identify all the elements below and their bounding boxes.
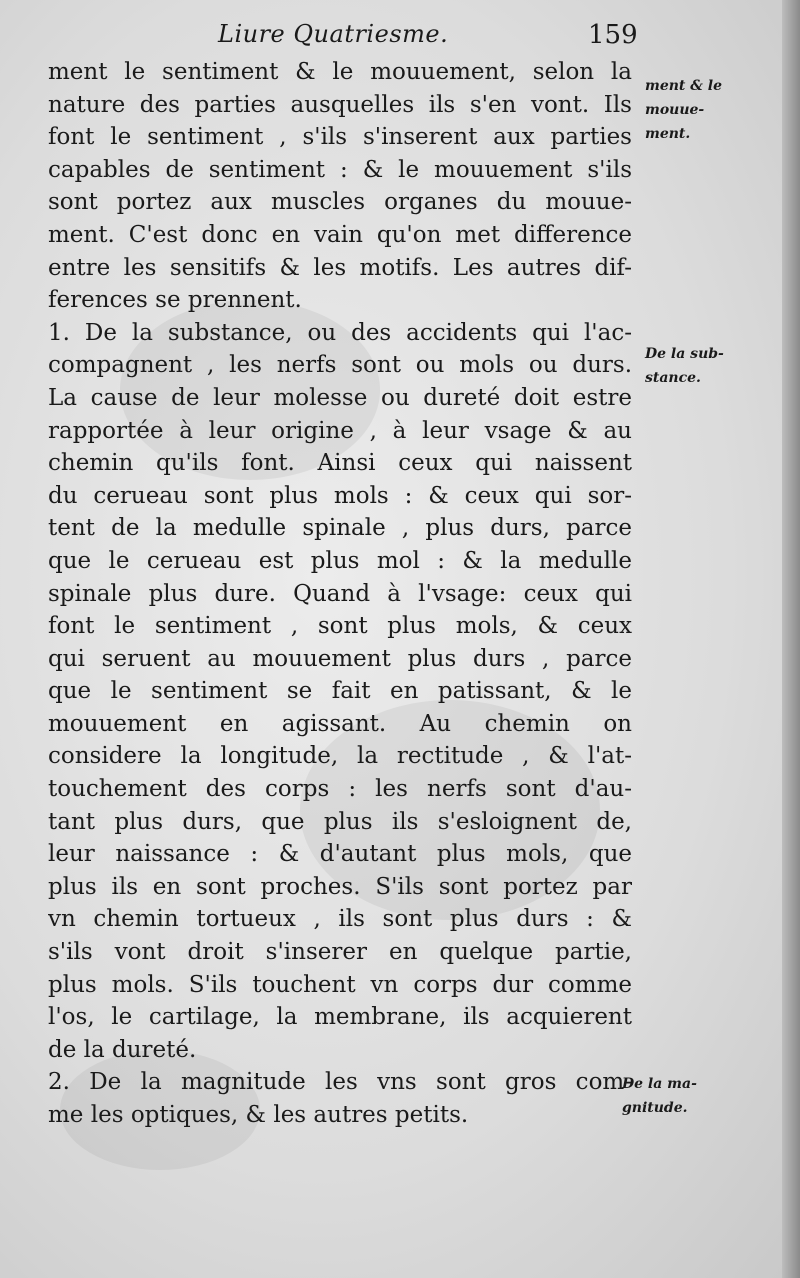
- text-line: ment le sentiment & le mouuement, selon la: [48, 59, 632, 85]
- text-line: rapportée à leur origine , à leur vsage & au: [48, 417, 632, 444]
- margin-note-line: gnitude.: [622, 1100, 688, 1116]
- text-line: qui seruent au mouuement plus durs , parce: [48, 645, 632, 672]
- text-line: compagnent , les nerfs sont ou mols ou durs.: [48, 352, 632, 379]
- text-line: vn chemin tortueux , ils sont plus durs : &: [48, 906, 632, 933]
- text-line: sont portez aux muscles organes du mouue-: [48, 189, 632, 216]
- text-line: plus ils en sont proches. S'ils sont portez par: [48, 873, 632, 900]
- text-line: spinale plus dure. Quand à l'vsage: ceux qui: [48, 580, 632, 607]
- text-line: de la dureté.: [48, 1036, 197, 1063]
- text-line: entre les sensitifs & les motifs. Les autres dif-: [48, 254, 632, 281]
- body-text: [48, 56, 632, 1132]
- text-line: mouuement en agissant. Au chemin on: [48, 710, 632, 737]
- margin-note-line: De la ma-: [622, 1076, 697, 1092]
- margin-note-line: De la sub-: [645, 346, 724, 362]
- text-line: leur naissance : & d'autant plus mols, que: [48, 841, 632, 868]
- text-line: s'ils vont droit s'inserer en quelque partie,: [48, 939, 632, 966]
- margin-note-magnitude: [622, 1072, 697, 1120]
- text-line: que le cerueau est plus mol : & la medulle: [48, 547, 632, 574]
- text-line: capables de sentiment : & le mouuement s'ils: [48, 156, 632, 183]
- text-line: La cause de leur molesse ou dureté doit estre: [48, 384, 632, 411]
- text-line: tant plus durs, que plus ils s'esloignent de,: [48, 808, 632, 835]
- text-line: nature des parties ausquelles ils s'en vont. Ils: [48, 91, 632, 118]
- margin-note-line: mouue-: [645, 102, 705, 118]
- text-line: l'os, le cartilage, la membrane, ils acquierent: [48, 1004, 632, 1031]
- running-title: Liure Quatriesme.: [218, 20, 449, 48]
- margin-note-line: ment & le: [645, 78, 722, 94]
- text-line: 2. De la magnitude les vns sont gros com-: [48, 1069, 632, 1096]
- text-line: considere la longitude, la rectitude , & l'at-: [48, 743, 632, 770]
- text-line: font le sentiment , sont plus mols, & ceux: [48, 613, 632, 640]
- margin-note-line: stance.: [645, 370, 701, 386]
- page-number: 159: [588, 20, 638, 50]
- text-line: tent de la medulle spinale , plus durs, parce: [48, 515, 632, 542]
- text-line: du cerueau sont plus mols : & ceux qui sor-: [48, 482, 632, 509]
- text-line: que le sentiment se fait en patissant, & le: [48, 678, 632, 705]
- text-line: plus mols. S'ils touchent vn corps dur comme: [48, 971, 632, 998]
- text-line: font le sentiment , s'ils s'inserent aux parties: [48, 124, 632, 151]
- text-line: 1. De la substance, ou des accidents qui l'ac-: [48, 319, 632, 346]
- page-edge-shadow: [782, 0, 800, 1278]
- text-line: touchement des corps : les nerfs sont d'au-: [48, 776, 632, 803]
- margin-note-mouuement: [645, 74, 722, 146]
- margin-note-substance: [645, 342, 724, 390]
- text-line: chemin qu'ils font. Ainsi ceux qui naissent: [48, 450, 632, 477]
- text-line: ment. C'est donc en vain qu'on met difference: [48, 221, 632, 248]
- margin-note-line: ment.: [645, 126, 691, 142]
- text-line: me les optiques, & les autres petits.: [48, 1102, 469, 1128]
- text-line: ferences se prennent.: [48, 287, 302, 314]
